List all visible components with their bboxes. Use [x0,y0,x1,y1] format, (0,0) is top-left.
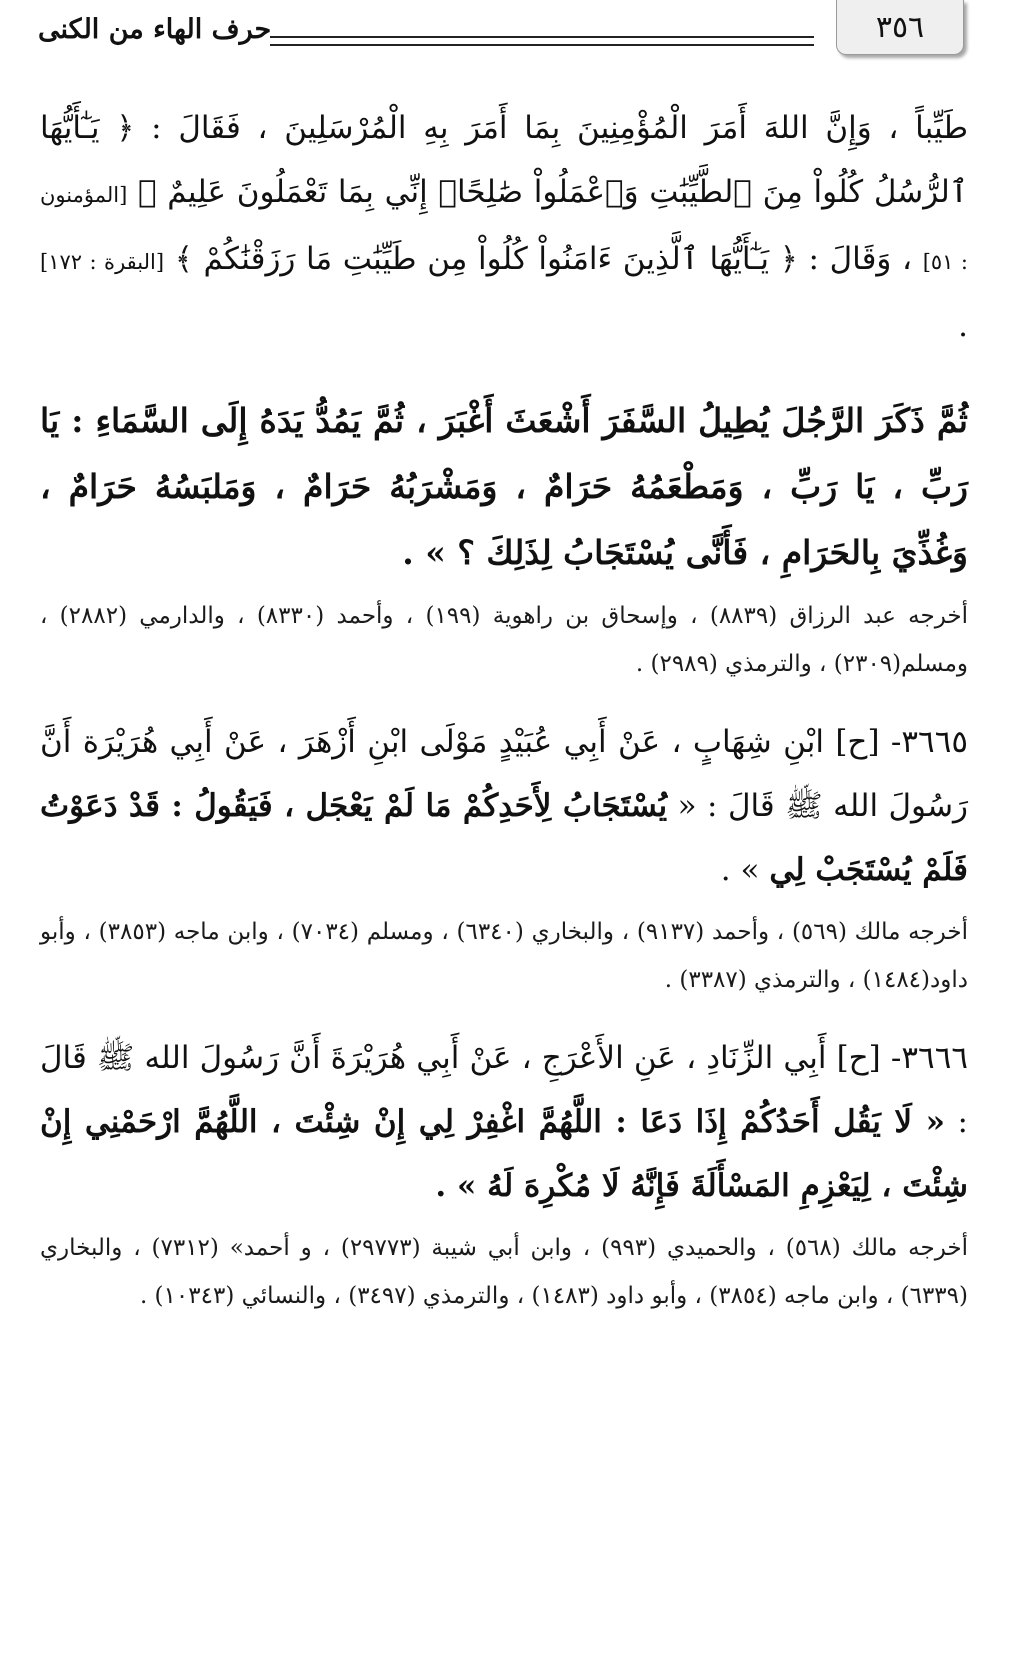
hadith-3665 [40,710,968,902]
verse-reference: [البقرة : ١٧٢] [40,250,165,274]
text-line: ، وَقَالَ : ﴿ يَـٰٓأَيُّهَا [709,241,913,277]
isnad-text: ٣٦٦٥- [ح] ابْنِ شِهَابٍ ، عَنْ أَبِي عُبَيْدٍ مَوْلَى ابْنِ أَزْهَرَ ، عَنْ أَبِي هُرَيْرَة أَنَّ رَسُولَ الله ﷺ قَالَ : « [40,724,969,824]
hadith-paragraph: ثُمَّ ذَكَرَ الرَّجُلَ يُطِيلُ السَّفَرَ أَشْعَثَ أَغْبَرَ ، ثُمَّ يَمُدُّ يَدَهُ إِلَى السَّمَاءِ : يَا رَبِّ ، يَا رَبِّ ، وَمَطْعَمُهُ حَرَامٌ ، وَمَشْرَبُهُ حَرَامٌ ، وَمَلبَسُهُ حَرَامٌ ، وَغُذِّيَ بِالحَرَامِ ، فَأَنَّى يُسْتَجَابُ لِذَلِكَ ؟ » . [40,401,968,572]
takhrij-footnote: أخرجه عبد الرزاق (٨٨٣٩) ، وإسحاق بن راهوية (١٩٩) ، وأحمد (٨٣٣٠) ، والدارمي (٢٨٨٢) ، ومسلم(٢٣٠٩) ، والترمذي (٢٩٨٩) . [40,603,968,677]
hadith-3666 [40,1026,968,1218]
header-rule [270,36,814,46]
page-header [38,0,964,64]
matn-text: « لَا يَقُل أَحَدُكُمْ إِذَا دَعَا : اللَّهُمَّ اغْفِرْ لِي إِنْ شِئْتَ ، اللَّهُمَّ ارْحَمْنِي إِنْ شِئْتَ ، لِيَعْزِمِ المَسْأَلَةَ فَإِنَّهُ لَا مُكْرِهَ لَهُ » . [40,1104,968,1204]
page-content [40,96,968,1320]
spacer [40,358,968,388]
hadith-continuation-paragraph [40,96,968,358]
verse-reference: [المؤمنون : ٥١] [40,183,968,274]
text-line: . [958,308,968,344]
text-line: طَيِّباً ، وَإِنَّ اللهَ أَمَرَ الْمُؤْمِنِينَ بِمَا أَمَرَ بِهِ الْمُرْسَلِينَ ، فَقَالَ : ﴿ يَـٰٓأَيُّهَا ٱلرُّسُلُ كُلُواْ مِنَ [40,110,968,210]
spacer [40,688,968,710]
matn-text: يُسْتَجَابُ لِأَحَدِكُمْ مَا لَمْ يَعْجَل ، فَيَقُولُ : قَدْ دَعَوْتُ فَلَمْ يُسْتَجَبْ لِي [40,788,968,888]
closing-text: » . [720,852,760,888]
takhrij-footnote: أخرجه مالك (٥٦٩) ، وأحمد (٩١٣٧) ، والبخاري (٦٣٤٠) ، ومسلم (٧٠٣٤) ، وابن ماجه (٣٨٥٣) ، وأبو داود(١٤٨٤) ، والترمذي (٣٣٨٧) . [40,919,968,993]
spacer [40,1004,968,1026]
running-title: حرف الهاء من الكنى [38,14,272,45]
takhrij-footnote: أخرجه مالك (٥٦٨) ، والحميدي (٩٩٣) ، وابن أبي شيبة (٢٩٧٧٣) ، و أحمد» (٧٣١٢) ، والبخاري (٦٣٣٩) ، وابن ماجه (٣٨٥٤) ، وأبو داود (١٤٨٣) ، والترمذي (٣٤٩٧) ، والنسائي (١٠٣٤٣) . [40,1235,968,1309]
quran-verse: ٱلطَّيِّبَٰتِ وَٱعْمَلُواْ صَٰلِحًاۖ إِنِّي بِمَا تَعْمَلُونَ عَلِيمٌ ﴾ [137,174,752,210]
page-number: ٣٥٦ [836,0,964,55]
quran-verse: ٱلَّذِينَ ءَامَنُواْ كُلُواْ مِن طَيِّبَٰتِ مَا رَزَقْنَٰكُمْ ﴾ [174,241,699,277]
isnad-text: ٣٦٦٦- [ح] أَبِي الزِّنَادِ ، عَنِ الأَعْرَجِ ، عَنْ أَبِي هُرَيْرَةَ أَنَّ رَسُولَ الله ﷺ قَالَ : [40,1040,968,1140]
